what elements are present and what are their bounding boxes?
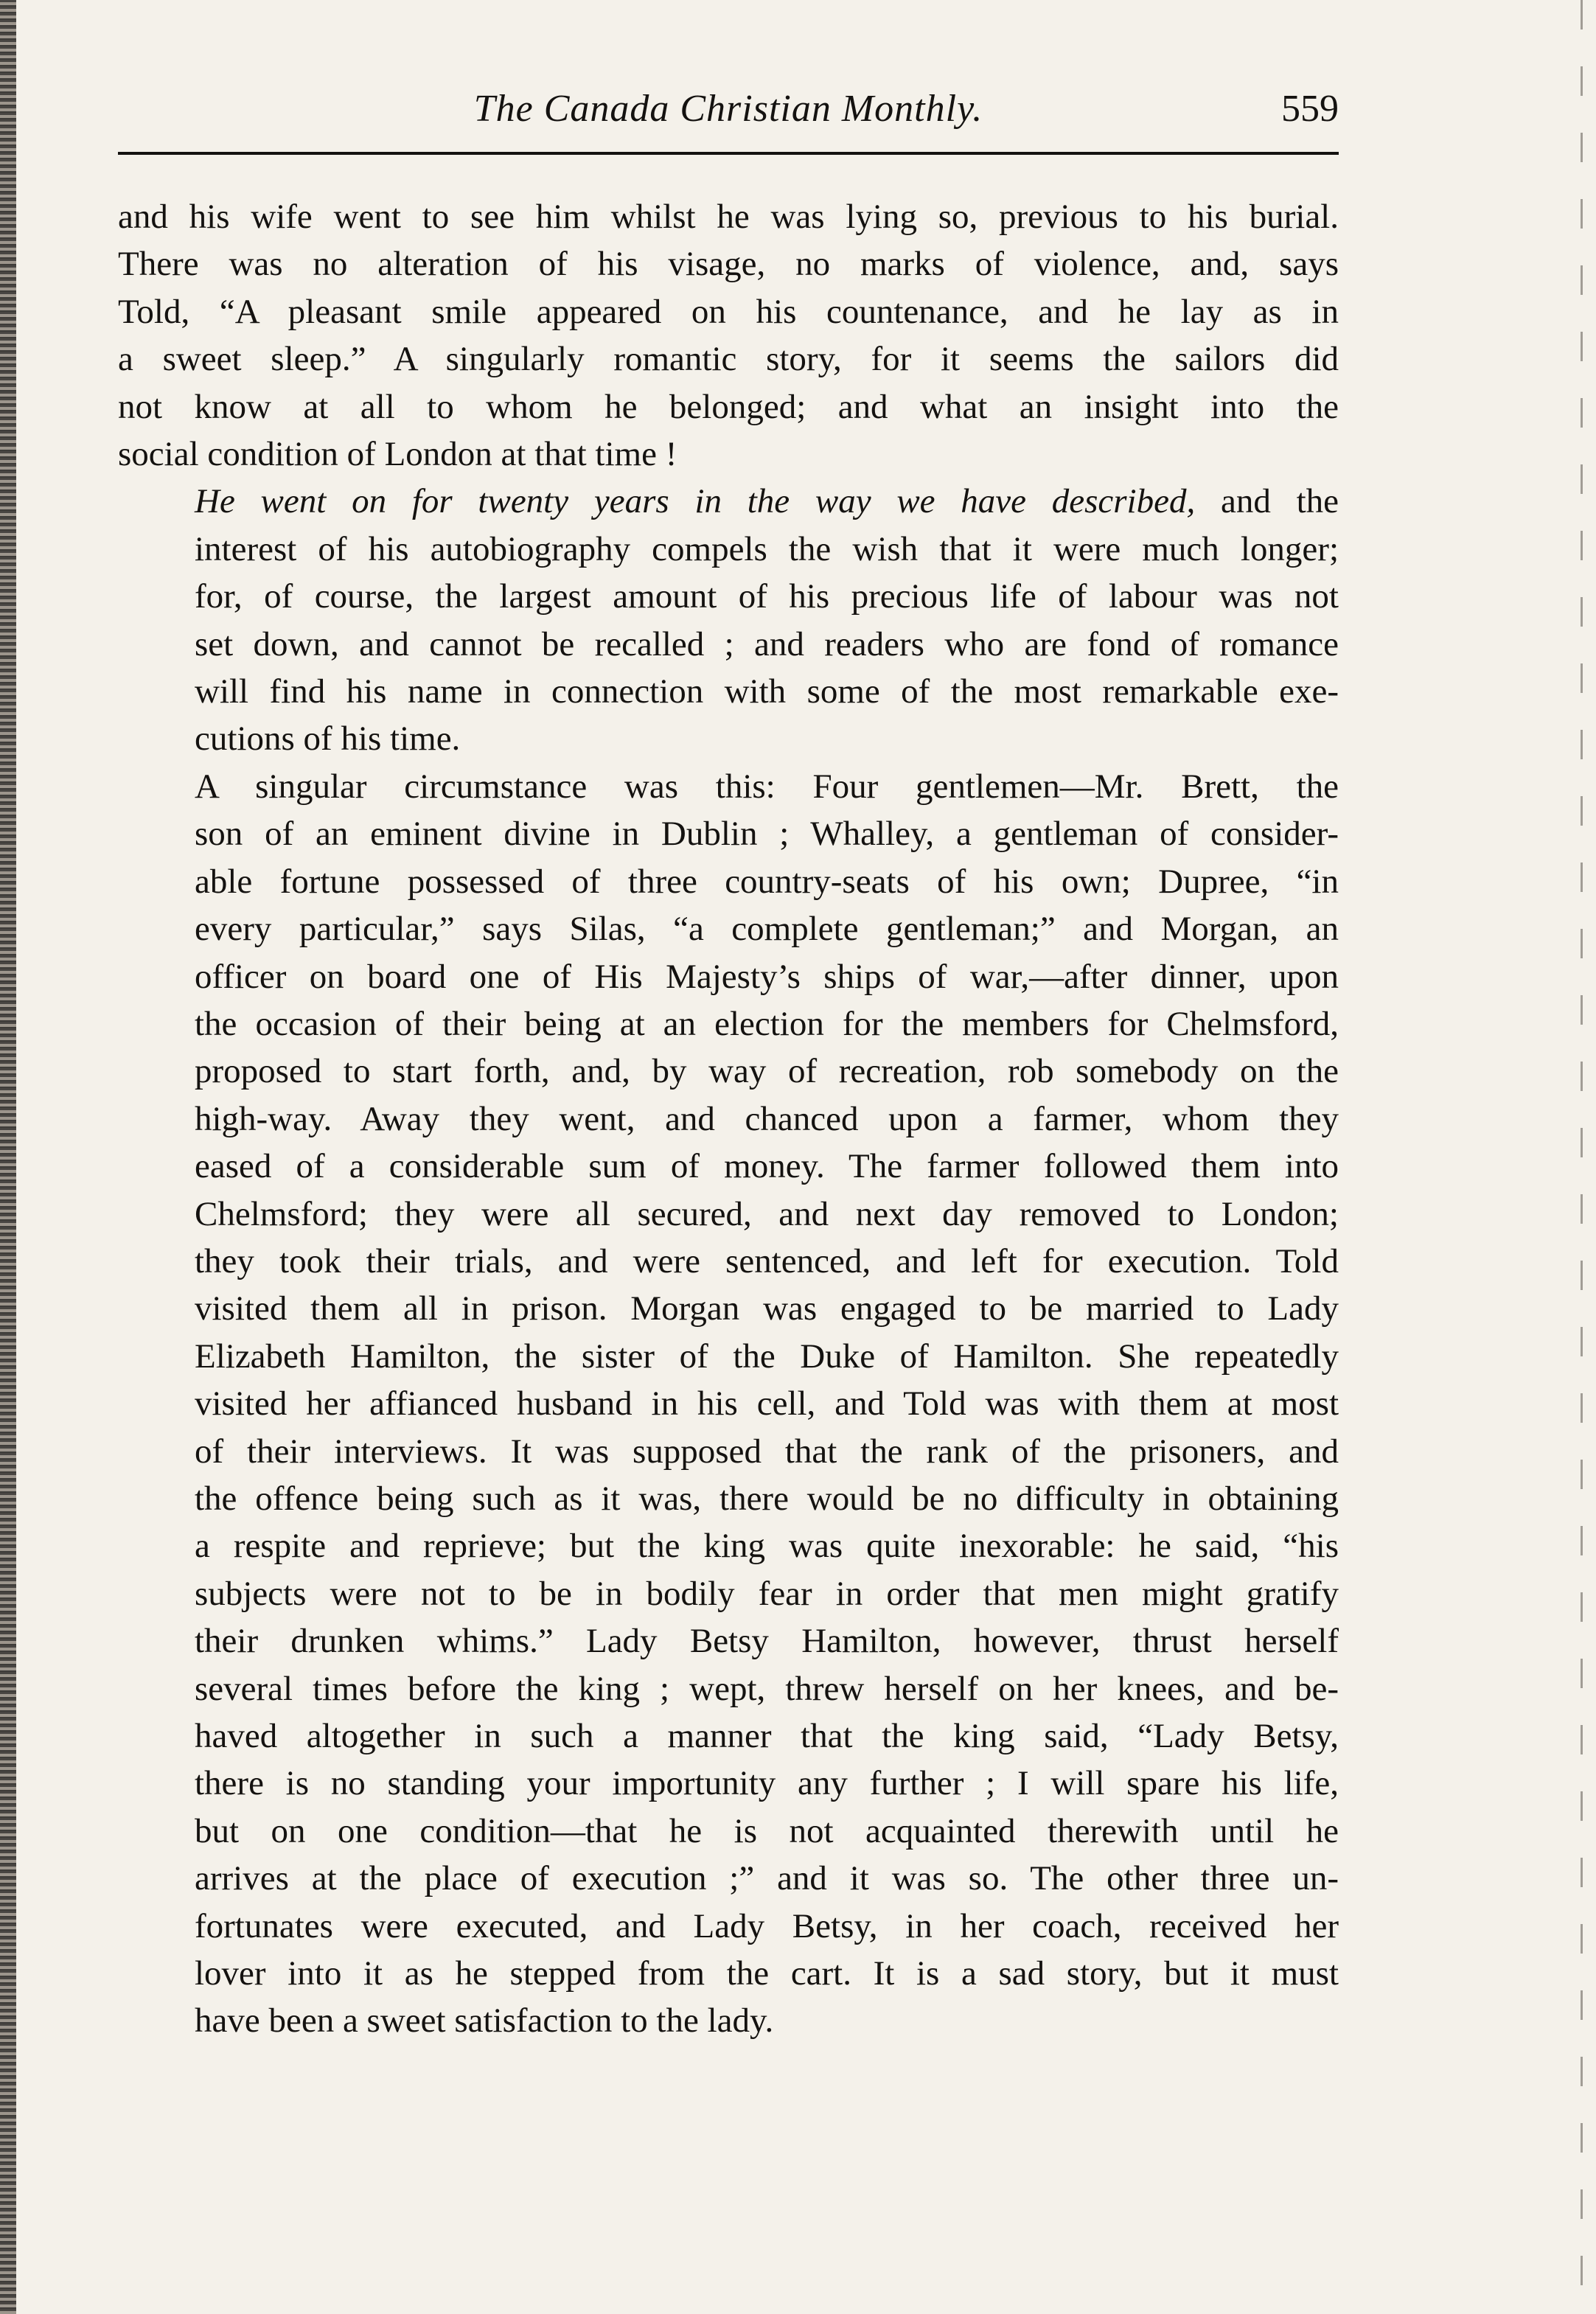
text-line: Told, “A pleasant smile appeared on his countenance, and he lay as in bbox=[118, 292, 1339, 331]
text-line: they took their trials, and were sentenced, and left for execution. Told bbox=[195, 1241, 1339, 1280]
text-line: son of an eminent divine in Dublin ; Whalley, a gentleman of consider- bbox=[195, 815, 1339, 854]
text-line: subjects were not to be in bodily fear in order that men might gratify bbox=[195, 1574, 1339, 1613]
text-line: but on one condition—that he is not acquainted therewith until he bbox=[195, 1811, 1339, 1850]
header-rule bbox=[118, 152, 1339, 155]
text-line: and his wife went to see him whilst he was lying so, previous to his burial. bbox=[118, 198, 1339, 236]
running-title: The Canada Christian Monthly. bbox=[473, 88, 983, 130]
text-line: a sweet sleep.” A singularly romantic story, for it seems the sailors did bbox=[118, 340, 1339, 379]
scan-binding-edge bbox=[0, 0, 16, 2314]
text-line: officer on board one of His Majesty’s ships of war,—after dinner, upon bbox=[195, 957, 1339, 996]
page-number: 559 bbox=[1281, 88, 1339, 130]
text-line: high-way. Away they went, and chanced upon a farmer, whom they bbox=[195, 1099, 1339, 1138]
text-line: every particular,” says Silas, “a complete gentleman;” and Morgan, an bbox=[195, 910, 1339, 949]
text-line: several times before the king ; wept, threw herself on her knees, and be- bbox=[195, 1669, 1339, 1708]
text-line: the occasion of their being at an election for the members for Chelmsford, bbox=[195, 1004, 1339, 1043]
text-line: fortunates were executed, and Lady Betsy, in her coach, received her bbox=[195, 1906, 1339, 1945]
text-line: haved altogether in such a manner that the king said, “Lady Betsy, bbox=[195, 1717, 1339, 1755]
scan-page-edge bbox=[1581, 0, 1583, 2314]
text-line: visited them all in prison. Morgan was engaged to be married to Lady bbox=[195, 1289, 1339, 1328]
text-line: set down, and cannot be recalled ; and readers who are fond of romance bbox=[195, 624, 1339, 663]
text-line: their drunken whims.” Lady Betsy Hamilton, however, thrust herself bbox=[195, 1622, 1339, 1661]
text-line: social condition of London at that time ! bbox=[118, 435, 677, 474]
text-line: of their interviews. It was supposed that the rank of the prisoners, and bbox=[195, 1432, 1339, 1471]
text-line: not know at all to whom he belonged; and what an insight into the bbox=[118, 387, 1339, 426]
paragraph bbox=[118, 193, 1339, 478]
text-line: Chelmsford; they were all secured, and next day removed to London; bbox=[195, 1194, 1339, 1233]
text-line-italic-lead: He went on for twenty years in the way we have described, and the bbox=[195, 482, 1339, 521]
text-line: visited her affianced husband in his cell, and Told was with them at most bbox=[195, 1384, 1339, 1423]
text-line: cutions of his time. bbox=[195, 719, 461, 759]
paragraph bbox=[118, 763, 1339, 2045]
text-line: have been a sweet satisfaction to the lady. bbox=[195, 2001, 774, 2041]
text-line: proposed to start forth, and, by way of recreation, rob somebody on the bbox=[195, 1052, 1339, 1091]
text-line: for, of course, the largest amount of his precious life of labour was not bbox=[195, 577, 1339, 616]
page-header bbox=[118, 80, 1339, 139]
text-line: the offence being such as it was, there would be no difficulty in obtaining bbox=[195, 1479, 1339, 1518]
text-line: a respite and reprieve; but the king was quite inexorable: he said, “his bbox=[195, 1527, 1339, 1566]
text-line: eased of a considerable sum of money. The farmer followed them into bbox=[195, 1147, 1339, 1186]
text-line: interest of his autobiography compels the wish that it were much longer; bbox=[195, 529, 1339, 568]
text-line: will find his name in connection with some of the most remarkable exe- bbox=[195, 672, 1339, 711]
text-line: There was no alteration of his visage, no marks of violence, and, says bbox=[118, 245, 1339, 284]
text-line: Elizabeth Hamilton, the sister of the Duke of Hamilton. She repeatedly bbox=[195, 1337, 1339, 1376]
text-line: lover into it as he stepped from the cart. It is a sad story, but it must bbox=[195, 1954, 1339, 1993]
text-line: A singular circumstance was this: Four gentlemen—Mr. Brett, the bbox=[195, 767, 1339, 806]
italic-phrase: He went on for twenty years in the way we have described, bbox=[195, 482, 1196, 521]
article-body bbox=[118, 193, 1339, 2045]
text-line: there is no standing your importunity any further ; I will spare his life, bbox=[195, 1764, 1339, 1803]
text-line: arrives at the place of execution ;” and it was so. The other three un- bbox=[195, 1859, 1339, 1898]
paragraph bbox=[118, 478, 1339, 762]
text-line: able fortune possessed of three country-seats of his own; Dupree, “in bbox=[195, 862, 1339, 901]
